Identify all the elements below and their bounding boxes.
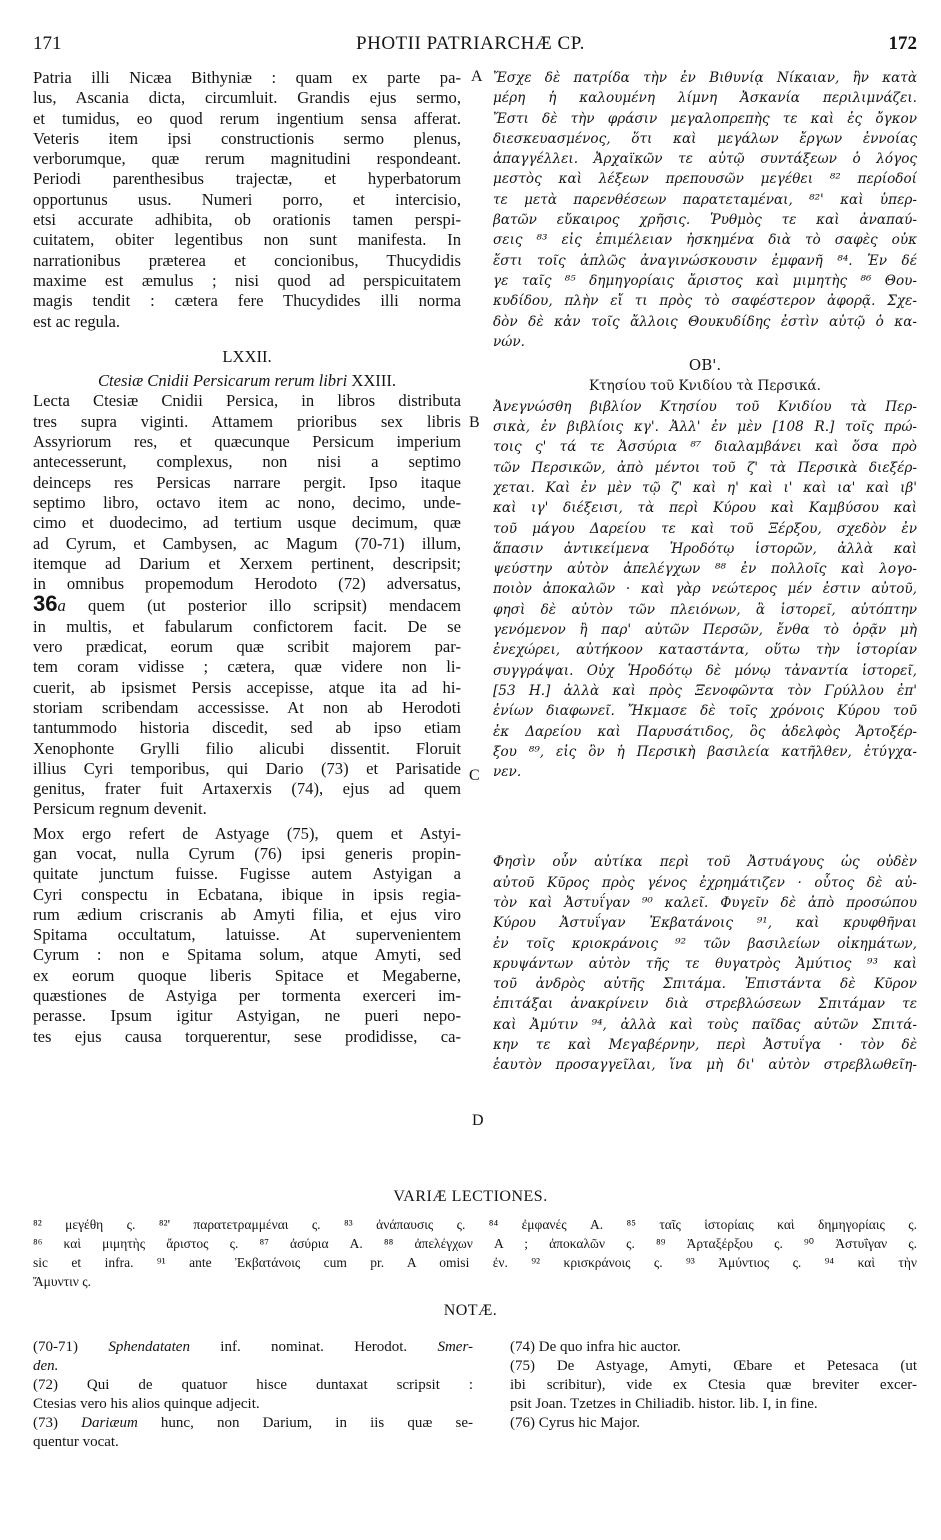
note-70-71: (70-71) Sphendataten inf. nominat. Herodot. Smer- [33,1339,473,1355]
text-line: opportunus usus. Numeri porro, et intercisio, [33,189,461,209]
greek-paragraph-2 [493,397,917,783]
note-72-cont: Ctesias vero his alios quinque adjecit. [33,1396,260,1412]
text-line: ad Cyrum, et Cambysen, ac Magum (70-71) illum, [33,533,461,553]
text-line: ἐπιτάξαι ἀνακρίνειν διὰ στρεβλώσεων Σπιτάμαν τε [493,996,917,1013]
variae-lectiones-heading: VARIÆ LECTIONES. [393,1188,548,1205]
variant-reading-line: Ἄμυντιν ς. [33,1274,91,1289]
text-line: Veteris item ipsi constructionis sermo plenus, [33,128,461,148]
text-line: quæstiones de Astyiga per tormenta exerceri im- [33,986,461,1006]
text-line: rum ædium criscranis ab Amyti filia, et ejus viro [33,904,461,924]
text-line: αὐτοῦ Κῦρος πρὸς γένος ἐχρημάτιζεν · οὗτος δὲ αὐ- [493,874,917,891]
text-line: ἐνίων διαφωνεῖ. Ἤκμασε δὲ τοῖς χρόνοις Κύρου τοῦ [493,703,917,720]
note-line: psit Joan. Tzetzes in Chiliadib. histor. lib. I, in fine. [510,1396,818,1412]
latin-column [33,68,461,1047]
text-line: in omnibus propemodum Herodoto (72) adversatus, [33,574,461,594]
latin-chapter-heading: LXXII. [222,346,272,366]
text-line: βατῶν εὔκαιρος χρῆσις. Ῥυθμὸς τε καὶ ἀναπαύ- [493,212,917,229]
text-line: ἔστι τοῖς ἁπλῶς ἀναγινώσκουσιν ἐμφανῆ ⁸⁴. Ἐν δέ [493,252,917,269]
text-line: Xenophonte Grylli filio alicubi dissentit. Floruit [33,738,461,758]
text-line: τοις ς' τά τε Ἀσσύρια ⁸⁷ διαλαμβάνει καὶ ὅσα πρὸ [493,439,917,456]
running-title: PHOTII PATRIARCHÆ CP. [356,33,585,54]
greek-column [493,68,917,1076]
margin-marker-b: B [469,414,480,431]
text-line: cuerit, ab ipsismet Persis accepisse, atque ita ad hi- [33,677,461,697]
text-line: τοῦ ἀνδρὸς αὐτῆς Σπιτάμα. Ἐπιστάντα δὲ Κῦρον [493,976,917,993]
latin-paragraph-1 [33,68,461,332]
variant-reading-line: sic et infra. ⁹¹ ante Ἐκβατάνοις cum pr. A omisi ἐν. ⁹² κρισκράνοις ς. ⁹³ Ἀμύντιος ς. ⁹⁴ καὶ τὴν [33,1255,917,1270]
margin-marker-c: C [469,767,480,784]
variant-reading-line: ⁸² μεγέθη ς. ⁸²' παρατετραμμέναι ς. ⁸³ ἀνάπαυσις ς. ⁸⁴ ἐμφανές A. ⁸⁵ ταῖς ἱστορίαις καὶ δημηγορίαις ς. [33,1217,917,1232]
text-line: Cyrum : non e Spitama solum, atque Amyti, sed [33,945,461,965]
latin-chapter-subtitle [33,371,461,391]
margin-marker-d: D [472,1112,484,1129]
text-line: δὸν δὲ κἀν τοῖς ἄλλοις Θουκυδίδης ἐστὶν αὐτῷ ὁ κα- [493,313,917,330]
text-line: ἐκ Δαρείου καὶ Παρυσάτιδος, ὃς ἀδελφὸς Ἀρτοξέρ- [493,723,917,740]
text-line: νών. [493,333,525,350]
text-line: narrationibus præterea et concionibus, Thucydidis [33,250,461,270]
text-line: ψεύστην αὐτὸν ἀπελέγχων ⁸⁸ ἐν πολλοῖς καὶ λογο- [493,561,917,578]
note-70-71-cont: den. [33,1358,59,1374]
latin-paragraph-3 [33,824,461,1047]
text-line: κυδίδου, πλὴν εἴ τι πρὸς τὸ σαφέστερον ἀφορᾷ. Σχε- [493,293,917,310]
text-line: μεστὸς καὶ λέξεων πρεπουσῶν μεγέθει ⁸² περίοδοί [493,171,917,188]
latin-subtitle-number: XXIII. [347,371,397,391]
greek-paragraph-3 [493,852,917,1075]
note-line: (75) De Astyage, Amyti, Œbare et Petesaca (ut [510,1358,917,1374]
text-line: κην τε καὶ Μεγαβέρνην, περὶ Ἀστυΐγα · τὸν δὲ [493,1037,917,1054]
notae-heading: NOTÆ. [443,1302,498,1319]
text-line: itemque ad Darium et Xerxem pertinent, descripsit; [33,553,461,573]
margin-page-letter: a [57,596,66,616]
text-line: genitus, frater fuit Artaxerxis (74), ejus ad quem [33,779,461,799]
text-line: etsi accurate adhibita, ob orationis tamen perspi- [33,210,461,230]
text-line: φησὶ δὲ αὐτὸν τῶν πλειόνων, ἃ ἱστορεῖ, αὐτόπτην [493,601,917,618]
latin-paragraph-2-cont [33,617,461,820]
text-line: Periodi parenthesibus trajectæ, et hyperbatorum [33,169,461,189]
text-line: Patria illi Nicæa Bithyniæ : quam ex parte pa- [33,68,461,87]
margin-marker-a: A [471,68,483,85]
text-line: Spitama occultatum, latuisse. At supervenientem [33,925,461,945]
text-line: ἐνεχώρει, αὐτήκοον καταστάντα, οὕτω τὴν ἱστορίαν [493,642,917,659]
text-line: verborumque, quæ rerum magnitudini respondeant. [33,149,461,169]
text-line: Κύρου Ἀστυΐγαν Ἐκβατάνοις ⁹¹, καὶ κρυφθῆναι [493,915,917,932]
text-line: γενόμενον ἢ παρ' αὐτῶν Περσῶν, ἔνθα τὸ ὁρᾷν μὴ [493,622,917,639]
text-line: tes ejus causa torquerentur, sese prodidisse, ca- [33,1026,461,1046]
text-line: ἅπασιν ἀντικείμενα Ἡροδότῳ ἱστορῶν, ἀλλὰ καὶ [493,540,917,557]
text-line: Ἀνεγνώσθη βιβλίον Κτησίου τοῦ Κνιδίου τὰ Περ- [493,398,917,415]
text-line: Cyri conspectu in Ecbatana, ibique in ipsis regia- [33,884,461,904]
text-line: illius Cyri temporibus, qui Dario (73) et Parisatide [33,758,461,778]
text-line: συγγράψαι. Οὐχ Ἡροδότῳ δὲ μόνῳ τἀναντία ἱστορεῖ, [493,662,917,679]
text-line: γε ταῖς ⁸⁵ δημηγορίαις ἄριστος καὶ μιμητὴς ⁸⁶ Θου- [493,272,917,289]
page-number-right: 172 [888,33,917,54]
note-line: (76) Cyrus hic Major. [510,1415,640,1431]
text-line: ποιὸν ἀποκαλῶν · καὶ γὰρ νεώτερος μέν ἐστιν αὐτοῦ, [493,581,917,598]
text-line: quitate junctum fuisse. Fugisse autem Astyigan a [33,864,461,884]
variae-lectiones [33,1215,917,1291]
text-line: ἐν τοῖς κριοκράνοις ⁹² τῶν βασιλείων οἰκημάτων, [493,935,917,952]
greek-chapter-heading: ΟΒ'. [688,356,722,375]
latin-line-margin-number: 36a quem (ut posterior illo scripsit) mendacem [33,594,461,616]
text-line: καὶ Ἀμύτιν ⁹⁴, ἀλλὰ καὶ τοὺς παῖδας αὐτῶν Σπιτά- [493,1016,917,1033]
text-line: σεις ⁸³ εἰς ἐπιμέλειαν ἠσκημένα διὰ τὸ σαφὲς οὐκ [493,232,917,249]
text-line: cimo et duodecimo, ad tertium usque decimum, quæ [33,513,461,533]
text-line: τὸν καὶ Ἀστυΐγαν ⁹⁰ καλεῖ. Φυγεῖν δὲ ἀπὸ προσώπου [493,894,917,911]
page-number-left: 171 [33,33,62,54]
text-line: τε μετὰ παρενθέσεων παρατεταμέναι, ⁸²' καὶ ὑπερ- [493,191,917,208]
text-line: διεσκευασμένος, ὅτι καὶ μεγάλων ἔργων ἐννοίας [493,130,917,147]
text-line: vero prædicat, eorum quæ scribit majorem par- [33,637,461,657]
variant-reading-line: ⁸⁶ καὶ μιμητὴς ἄριστος ς. ⁸⁷ ἀσύρια A. ⁸⁸ ἀπελέγχων A ; ἀποκαλῶν ς. ⁸⁹ Ἀρταξέρξου ς. ⁹⁰ Ἀστυΐγαν ς. [33,1236,917,1251]
text-line: tres supra viginti. Attamem prioribus sex libris [33,411,461,431]
latin-subtitle-text: Ctesiæ Cnidii Persicarum rerum libri [97,371,348,391]
text-line: κρυψάντων αὐτὸν τῆς τε θυγατρὸς Ἀμύτιος ⁹³ καὶ [493,955,917,972]
text-line: perasse. Ipsum igitur Astyigan, ne pueri nepo- [33,1006,461,1026]
text-line: ἑαυτὸν προσαγγεῖλαι, ἵνα μὴ δι' αὐτὸν στρεβλωθεῖη- [493,1057,917,1074]
notes-right-column [510,1338,917,1433]
latin-paragraph-2 [33,391,461,594]
note-73-cont: quentur vocat. [33,1434,119,1450]
text-line: maxime est æmulus ; nisi quod ad perspicuitatem [33,270,461,290]
margin-page-number: 36 [33,594,58,617]
greek-paragraph-1 [493,68,917,352]
text-line: ex eorum quoque liberis Spitace et Megaberne, [33,965,461,985]
text-line: et tumidus, eo quod rerum ingentium sensa afferat. [33,108,461,128]
text-line: cuitatem, obiter legentibus non sunt manifesta. In [33,230,461,250]
text-line: Ἔσχε δὲ πατρίδα τὴν ἐν Βιθυνίᾳ Νίκαιαν, ἣν κατὰ [493,70,917,86]
text-line: tem coram vidisse ; cætera, quæ videre non li- [33,657,461,677]
text-line: tantummodo historia discedit, sed ab ipso etiam [33,718,461,738]
notes-left-column [33,1338,473,1452]
text-line: νεν. [493,764,522,781]
note-72: (72) Qui de quatuor hisce duntaxat scripsit : [33,1377,473,1393]
note-line: ibi scribitur), vide ex Ctesia quæ breviter excer- [510,1377,917,1393]
text-line: gan vocat, nulla Cyrum (76) ipsi generis propin- [33,843,461,863]
text-line: τοῦ μάγου Δαρείου τε καὶ τοῦ Ξέρξου, σχεδὸν ἐν [493,520,917,537]
note-line: (74) De quo infra hic auctor. [510,1339,681,1355]
text-line: septimo libro, octavo item ac nono, decimo, unde- [33,492,461,512]
text-line: [53 H.] ἀλλὰ καὶ πρὸς Ξενοφῶντα τὸν Γρύλλου ἐπ' [493,682,917,699]
greek-chapter-subtitle: Κτησίου τοῦ Κνιδίου τὰ Περσικά. [588,378,822,395]
text-line: lus, Ascania dicta, circumluit. Grandis ejus sermo, [33,88,461,108]
note-73: (73) Dariæum hunc, non Darium, in iis quæ se- [33,1415,473,1431]
text-line: τῶν Περσικῶν, ἀπὸ μέντοι τοῦ ζ' τὰ Περσικὰ διεξέρ- [493,459,917,476]
text-line: in multis, et fabularum confictorem facit. De se [33,616,461,636]
text-line: est ac regula. [33,311,121,331]
text-line: Persicum regnum devenit. [33,799,207,819]
text-line: storiam scribendam accessisse. At non ab Herodoti [33,697,461,717]
text-line: χεται. Καὶ ἐν μὲν τῷ ζ' καὶ η' καὶ ι' καὶ ια' καὶ ιβ' [493,479,917,496]
text-line: Assyriorum res, et quæcunque Persicum imperium [33,432,461,452]
text-line: magis tendit : cætera fere Thucydides illi norma [33,291,461,311]
text-line: deinceps res Persicas narrare pergit. Ipso itaque [33,472,461,492]
text-line: ξου ⁸⁹, εἰς ὃν ἡ Περσικὴ βασιλεία κατῆλθεν, ἐτύγχα- [493,743,917,760]
text-line: Mox ergo refert de Astyage (75), quem et Astyi- [33,823,461,843]
text-line: σικὰ, ἐν βιβλίοις κγ'. Ἀλλ' ἐν μὲν [108 R.] τοῖς πρώ- [493,419,917,436]
text-line: Lecta Ctesiæ Cnidii Persica, in libros distributa [33,391,461,411]
text-line: Ἔστι δὲ τὴν φράσιν μεγαλοπρεπὴς τε καὶ ἐς ὄγκον [493,110,917,127]
text-line: καὶ ιγ' διέξεισι, τὰ περὶ Κύρου καὶ Καμβύσου καὶ [493,500,917,517]
text-line: Φησὶν οὖν αὐτίκα περὶ τοῦ Ἀστυάγους ὡς οὐδὲν [493,854,917,871]
text-line: antecesserunt, complexus, non nisi a septimo [33,452,461,472]
text-line: ἀπαγγέλλει. Ἀρχαϊκῶν τε αὐτῷ συντάξεων ὁ λόγος [493,151,917,168]
text-line: μέρη ἡ καλουμένη λίμνη Ἀσκανία περιλιμνάζει. [493,90,917,107]
